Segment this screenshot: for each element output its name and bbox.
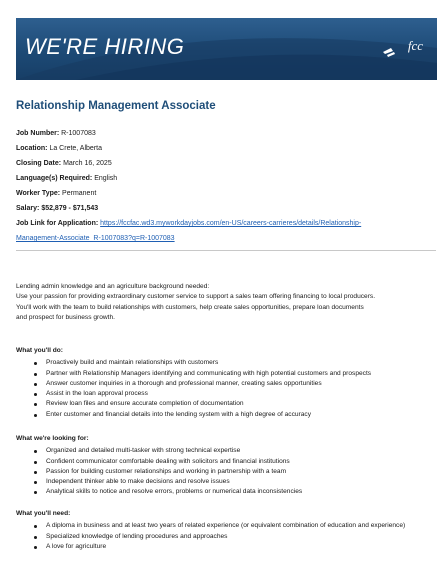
list-item: A love for agriculture	[46, 542, 441, 552]
job-link-line1[interactable]: https://fccfac.wd3.myworkdayjobs.com/en-US/careers-carrieres/details/Relationship-	[100, 220, 362, 227]
job-link-row-continued	[16, 231, 436, 246]
list-item: Analytical skills to notice and resolve errors, problems or numerical data inconsistencies	[46, 487, 441, 497]
list-item: Enter customer and financial details into the lending system with a high degree of accuracy	[46, 410, 441, 420]
location-value: La Crete, Alberta	[49, 145, 102, 152]
job-link-line2[interactable]: Management-Associate_R-1007083?q=R-1007083	[16, 235, 175, 242]
list-item: Answer customer inquiries in a thorough and professional manner, creating sales opportunities	[46, 379, 441, 389]
salary-value: $52,879 - $71,543	[41, 205, 99, 212]
fcc-logo-text: fcc	[407, 38, 423, 53]
list-item: Passion for building customer relationships and working in partnership with a team	[46, 467, 441, 477]
list-item: Proactively build and maintain relationships with customers	[46, 358, 441, 368]
closing-date-row	[16, 156, 436, 171]
job-number-row	[16, 126, 436, 141]
job-title: Relationship Management Associate	[16, 100, 216, 112]
location-label: Location:	[16, 145, 48, 152]
hiring-banner	[16, 18, 437, 80]
section-divider	[16, 250, 436, 251]
list-item: Specialized knowledge of lending procedures and approaches	[46, 532, 441, 542]
worker-type-label: Worker Type:	[16, 190, 61, 197]
section-what-youll-need	[16, 509, 441, 552]
banner-title: WE'RE HIRING	[25, 34, 185, 59]
worker-type-row	[16, 186, 436, 201]
list-item: Confident communicator comfortable dealing with solicitors and financial institutions	[46, 457, 441, 467]
list-item: Independent thinker able to make decisions and resolve issues	[46, 477, 441, 487]
bullet-list	[16, 358, 441, 420]
location-row	[16, 141, 436, 156]
job-link-label: Job Link for Application:	[16, 220, 99, 227]
list-item: A diploma in business and at least two years of related experience (or equivalent combination of education and experience)	[46, 521, 441, 531]
job-link-row	[16, 216, 436, 231]
section-what-were-looking-for	[16, 434, 441, 498]
language-label: Language(s) Required:	[16, 175, 93, 182]
intro-line: You'll work with the team to build relationships with customers, help create sales opportunities, prepare loan documents	[16, 303, 364, 311]
intro-line: Use your passion for providing extraordinary customer service to support a sales team offering financing to local producers.	[16, 293, 376, 301]
section-heading: What you'll need:	[16, 510, 71, 517]
job-details	[16, 126, 436, 246]
list-item: Partner with Relationship Managers identifying and communicating with high potential customers and prospects	[46, 369, 441, 379]
intro-line: and prospect for business growth.	[16, 313, 115, 321]
language-value: English	[94, 175, 118, 182]
list-item: Assist in the loan approval process	[46, 389, 441, 399]
closing-date-value: March 16, 2025	[63, 160, 112, 167]
list-item: Review loan files and ensure accurate completion of documentation	[46, 399, 441, 409]
bullet-list	[16, 521, 441, 552]
section-heading: What you'll do:	[16, 347, 63, 354]
intro-paragraph	[16, 282, 441, 323]
closing-date-label: Closing Date:	[16, 160, 62, 167]
intro-line: Lending admin knowledge and an agriculture background needed:	[16, 283, 210, 290]
worker-type-value: Permanent	[62, 190, 97, 197]
list-item: Organized and detailed multi-tasker with strong technical expertise	[46, 446, 441, 456]
job-number-value: R-1007083	[61, 130, 96, 137]
salary-label: Salary:	[16, 205, 40, 212]
salary-row	[16, 201, 436, 216]
section-heading: What we're looking for:	[16, 435, 89, 442]
section-what-youll-do	[16, 346, 441, 420]
bullet-list	[16, 446, 441, 497]
job-number-label: Job Number:	[16, 130, 60, 137]
language-row	[16, 171, 436, 186]
